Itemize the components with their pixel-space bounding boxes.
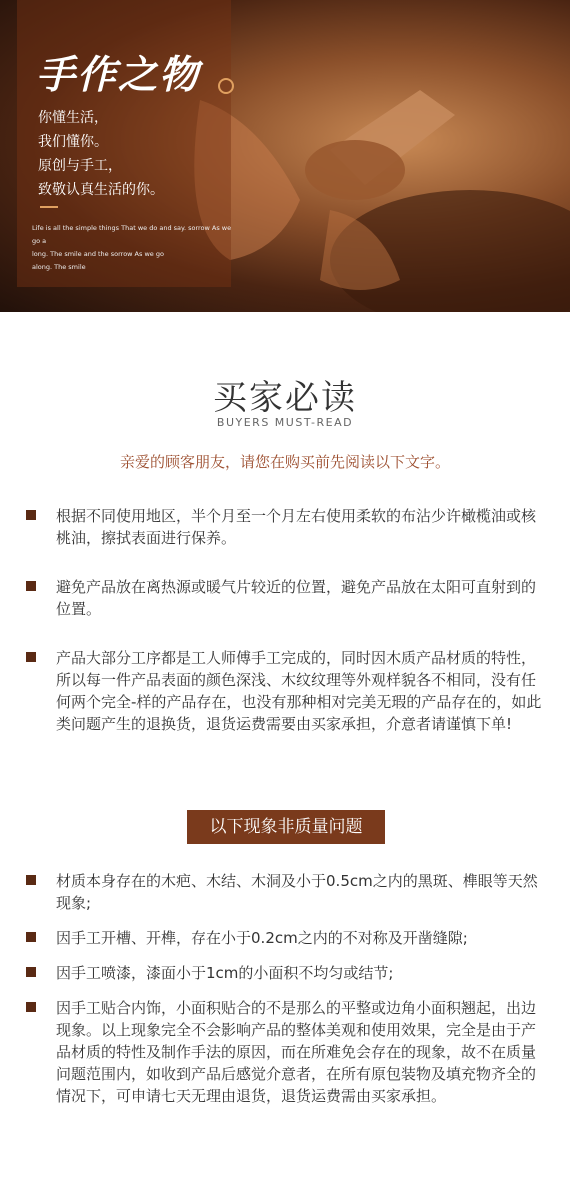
hero-english-line: long. The smile and the sorrow As we go — [32, 250, 164, 258]
square-bullet-icon — [26, 875, 36, 885]
hero-english-text — [32, 222, 232, 274]
list-item-text: 产品大部分工序都是工人师傅手工完成的，同时因木质产品材质的特性，所以每一件产品表面的颜色深浅、木纹纹理等外观样貌各不相同，没有任何两个完全-样的产品存在，也没有那种相对完美无瑕的产品存在的，如此类问题产生的退换货，退货运费需要由买家承担，介意者请谨慎下单! — [56, 649, 542, 733]
hero-title: 手作之物 — [36, 52, 201, 98]
quality-section-label: 以下现象非质量问题 — [187, 810, 385, 844]
hero-line: 你懂生活， — [38, 110, 108, 126]
square-bullet-icon — [26, 932, 36, 942]
section-intro: 亲爱的顾客朋友，请您在购买前先阅读以下文字。 — [119, 453, 450, 471]
square-bullet-icon — [26, 967, 36, 977]
list-item — [26, 647, 546, 735]
hero-line: 我们懂你。 — [38, 134, 108, 150]
square-bullet-icon — [26, 510, 36, 520]
hero-banner — [0, 0, 570, 312]
list-item-text: 因手工喷漆，漆面小于1cm的小面积不均匀或结节; — [56, 964, 394, 982]
hero-divider — [40, 206, 58, 208]
list-item-text: 避免产品放在离热源或暖气片较近的位置，避免产品放在太阳可直射到的位置。 — [56, 578, 537, 618]
list-item-text: 材质本身存在的木疤、木结、木洞及小于0.5cm之内的黑斑、榫眼等天然现象; — [56, 872, 538, 912]
hero-english-line: along. The smile — [32, 263, 86, 271]
list-item — [26, 505, 546, 549]
section-subtitle: BUYERS MUST-READ — [216, 416, 354, 429]
list-item-text: 因手工贴合内饰，小面积贴合的不是那么的平整或边角小面积翘起，出边现象。以上现象完全不会影响产品的整体美观和使用效果，完全是由于产品材质的特性及制作手法的原因，而在所难免会存在的现象，故不在质量问题范围内，如收到产品后感觉介意者，在所有原包装物及填充物齐全的情况下，可申请七天无理由退货，退货运费需由买家承担。 — [56, 999, 537, 1105]
square-bullet-icon — [26, 652, 36, 662]
care-list — [26, 505, 546, 762]
hero-english-line: Life is all the simple things That we do and say. sorrow As we go a — [32, 224, 232, 245]
hero-slogan — [38, 106, 164, 202]
list-item-text: 因手工开槽、开榫，存在小于0.2cm之内的不对称及开凿缝隙; — [56, 929, 468, 947]
list-item — [26, 927, 546, 949]
square-bullet-icon — [26, 1002, 36, 1012]
list-item — [26, 962, 546, 984]
hero-line: 原创与手工， — [38, 158, 122, 174]
list-item — [26, 997, 546, 1107]
section-title: 买家必读 — [213, 378, 357, 418]
hero-line: 致敬认真生活的你。 — [38, 182, 164, 198]
list-item — [26, 576, 546, 620]
list-item-text: 根据不同使用地区，半个月至一个月左右使用柔软的布沾少许橄榄油或核桃油，擦拭表面进行保养。 — [56, 507, 537, 547]
quality-list — [26, 870, 546, 1120]
square-bullet-icon — [26, 581, 36, 591]
circle-logo-icon — [218, 78, 234, 94]
list-item — [26, 870, 546, 914]
